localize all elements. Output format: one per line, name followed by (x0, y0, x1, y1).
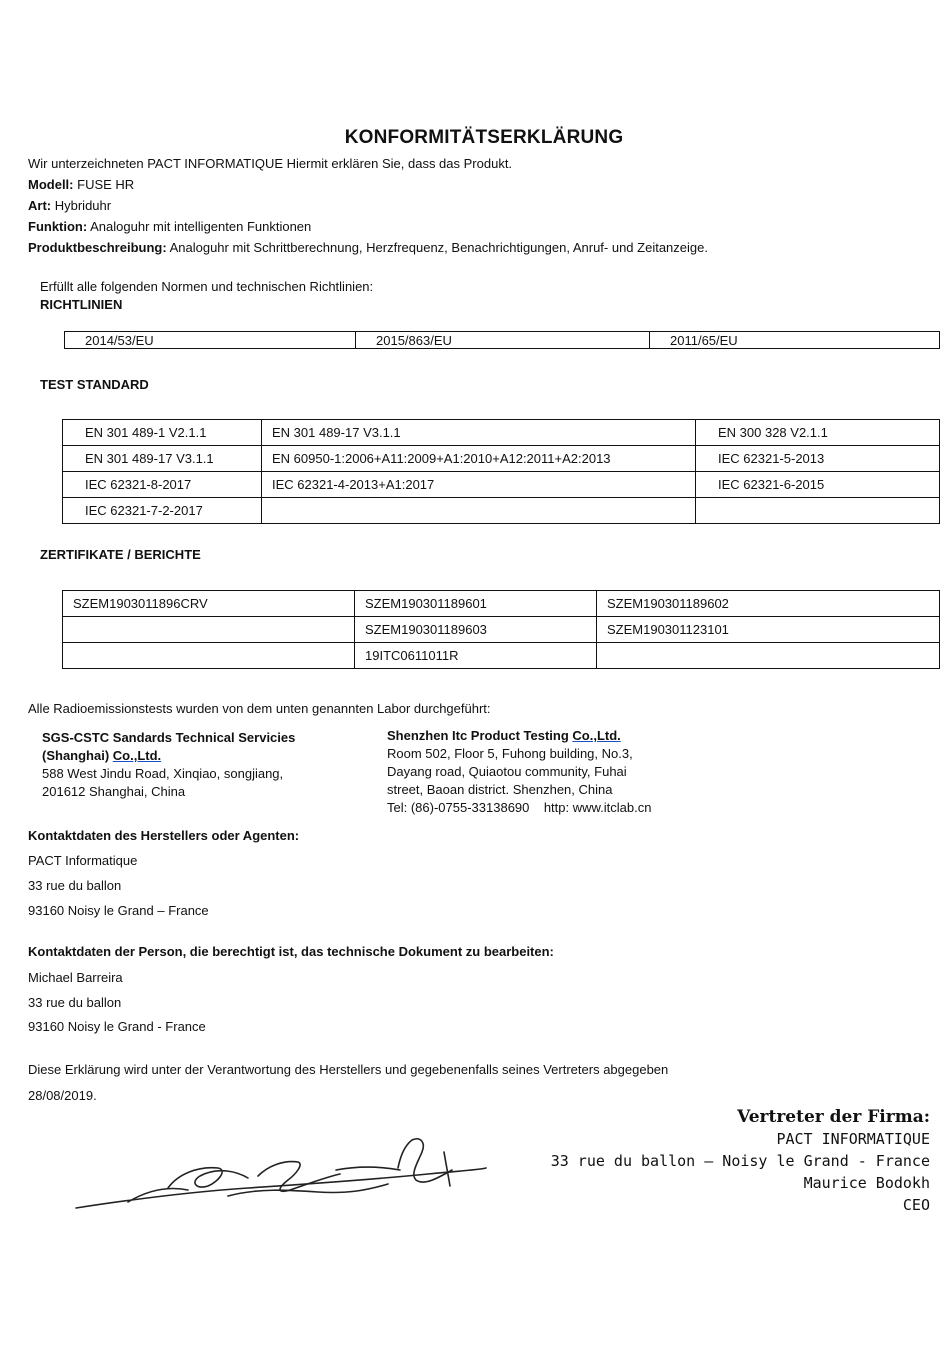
table-cell: SZEM190301189603 (355, 617, 597, 643)
lab-itc-contact: Tel: (86)-0755-33138690 http: www.itclab.cn (387, 800, 652, 815)
table-row (63, 643, 940, 669)
lab-itc-company-suffix: Co.,Ltd. (572, 728, 621, 743)
model-line (28, 177, 134, 192)
table-cell: SZEM1903011896CRV (63, 591, 355, 617)
table-cell: IEC 62321-8-2017 (63, 472, 262, 498)
document-title: KONFORMITÄTSERKLÄRUNG (344, 127, 624, 148)
function-label: Funktion: (28, 219, 88, 234)
tech-person-line-3: 93160 Noisy le Grand - France (28, 1019, 206, 1034)
norms-intro: Erfüllt alle folgenden Normen und technischen Richtlinien: (40, 279, 374, 294)
table-row (63, 498, 940, 524)
directive-cell: 2011/65/EU (650, 332, 940, 349)
table-cell: IEC 62321-5-2013 (696, 446, 940, 472)
model-label: Modell: (28, 177, 74, 192)
tech-person-line-2: 33 rue du ballon (28, 995, 122, 1010)
model-value: FUSE HR (77, 177, 135, 192)
representative-role: CEO (902, 1196, 930, 1214)
manufacturer-line-3: 93160 Noisy le Grand – France (28, 903, 209, 918)
tech-person-line-1: Michael Barreira (28, 970, 123, 985)
table-row (63, 472, 940, 498)
lab-sgs-name: SGS-CSTC Sandards Technical Servicies (42, 730, 296, 745)
directives-heading: RICHTLINIEN (40, 297, 123, 312)
manufacturer-line-2: 33 rue du ballon (28, 878, 122, 893)
directive-cell: 2015/863/EU (356, 332, 650, 349)
table-cell: EN 301 489-17 V3.1.1 (63, 446, 262, 472)
table-cell: IEC 62321-7-2-2017 (63, 498, 262, 524)
manufacturer-line-1: PACT Informatique (28, 853, 138, 868)
table-cell: EN 301 489-17 V3.1.1 (262, 420, 696, 446)
table-row (63, 617, 940, 643)
table-cell (63, 617, 355, 643)
table-cell: SZEM190301123101 (597, 617, 940, 643)
lab-sgs-address-1: 588 West Jindu Road, Xinqiao, songjiang, (42, 766, 284, 781)
test-standard-heading: TEST STANDARD (40, 377, 149, 392)
representative-address: 33 rue du ballon – Noisy le Grand - France (550, 1152, 930, 1170)
table-cell: EN 301 489-1 V2.1.1 (63, 420, 262, 446)
description-line (28, 240, 708, 255)
table-row (63, 446, 940, 472)
description-label: Produktbeschreibung: (28, 240, 167, 255)
test-standard-table (62, 419, 940, 524)
function-line (28, 219, 311, 234)
lab-sgs-company-suffix: Co.,Ltd. (112, 748, 162, 763)
table-cell: IEC 62321-4-2013+A1:2017 (262, 472, 696, 498)
lab-itc-name: Shenzhen Itc Product Testing Co.,Ltd. (387, 728, 621, 743)
table-cell (63, 643, 355, 669)
table-row (63, 420, 940, 446)
signature (68, 1130, 498, 1216)
declaration-date: 28/08/2019. (28, 1088, 97, 1103)
table-cell: 19ITC0611011R (355, 643, 597, 669)
directive-cell: 2014/53/EU (65, 332, 356, 349)
representative-company: PACT INFORMATIQUE (776, 1130, 930, 1148)
lab-sgs (42, 729, 295, 801)
table-cell: EN 60950-1:2006+A11:2009+A1:2010+A12:2011+A2:2013 (262, 446, 696, 472)
directives-table (64, 331, 940, 349)
description-value: Analoguhr mit Schrittberechnung, Herzfrequenz, Benachrichtigungen, Anruf- und Zeitanzeige. (169, 240, 708, 255)
type-value: Hybriduhr (54, 198, 112, 213)
table-cell (696, 498, 940, 524)
certificates-table (62, 590, 940, 669)
lab-itc-address-2: Dayang road, Quiaotou community, Fuhai (387, 764, 627, 779)
representative-name: Maurice Bodokh (803, 1174, 930, 1192)
manufacturer-heading: Kontaktdaten des Herstellers oder Agenten: (28, 828, 300, 843)
table-cell (597, 643, 940, 669)
certificates-heading: ZERTIFIKATE / BERICHTE (40, 547, 201, 562)
tech-person-heading: Kontaktdaten der Person, die berechtigt ist, das technische Dokument zu bearbeiten: (28, 944, 554, 959)
table-row (65, 332, 940, 349)
lab-itc (387, 727, 651, 817)
type-label: Art: (28, 198, 52, 213)
representative-block (551, 1106, 930, 1216)
function-value: Analoguhr mit intelligenten Funktionen (90, 219, 312, 234)
type-line (28, 198, 111, 213)
table-row (63, 591, 940, 617)
table-cell (262, 498, 696, 524)
representative-heading: Vertreter der Firma: (737, 1107, 930, 1127)
intro-text: Wir unterzeichneten PACT INFORMATIQUE Hiermit erklären Sie, dass das Produkt. (28, 156, 513, 171)
lab-itc-address-1: Room 502, Floor 5, Fuhong building, No.3, (387, 746, 633, 761)
table-cell: SZEM190301189602 (597, 591, 940, 617)
table-cell: EN 300 328 V2.1.1 (696, 420, 940, 446)
labs-intro: Alle Radioemissionstests wurden von dem unten genannten Labor durchgeführt: (28, 701, 491, 716)
responsibility-text: Diese Erklärung wird unter der Verantwortung des Herstellers und gegebenenfalls seines Vertreters abgegeben (28, 1062, 669, 1077)
table-cell: SZEM190301189601 (355, 591, 597, 617)
table-cell: IEC 62321-6-2015 (696, 472, 940, 498)
lab-sgs-name-2: (Shanghai) Co.,Ltd. (42, 748, 162, 763)
lab-sgs-address-2: 201612 Shanghai, China (42, 784, 186, 799)
lab-itc-address-3: street, Baoan district. Shenzhen, China (387, 782, 613, 797)
